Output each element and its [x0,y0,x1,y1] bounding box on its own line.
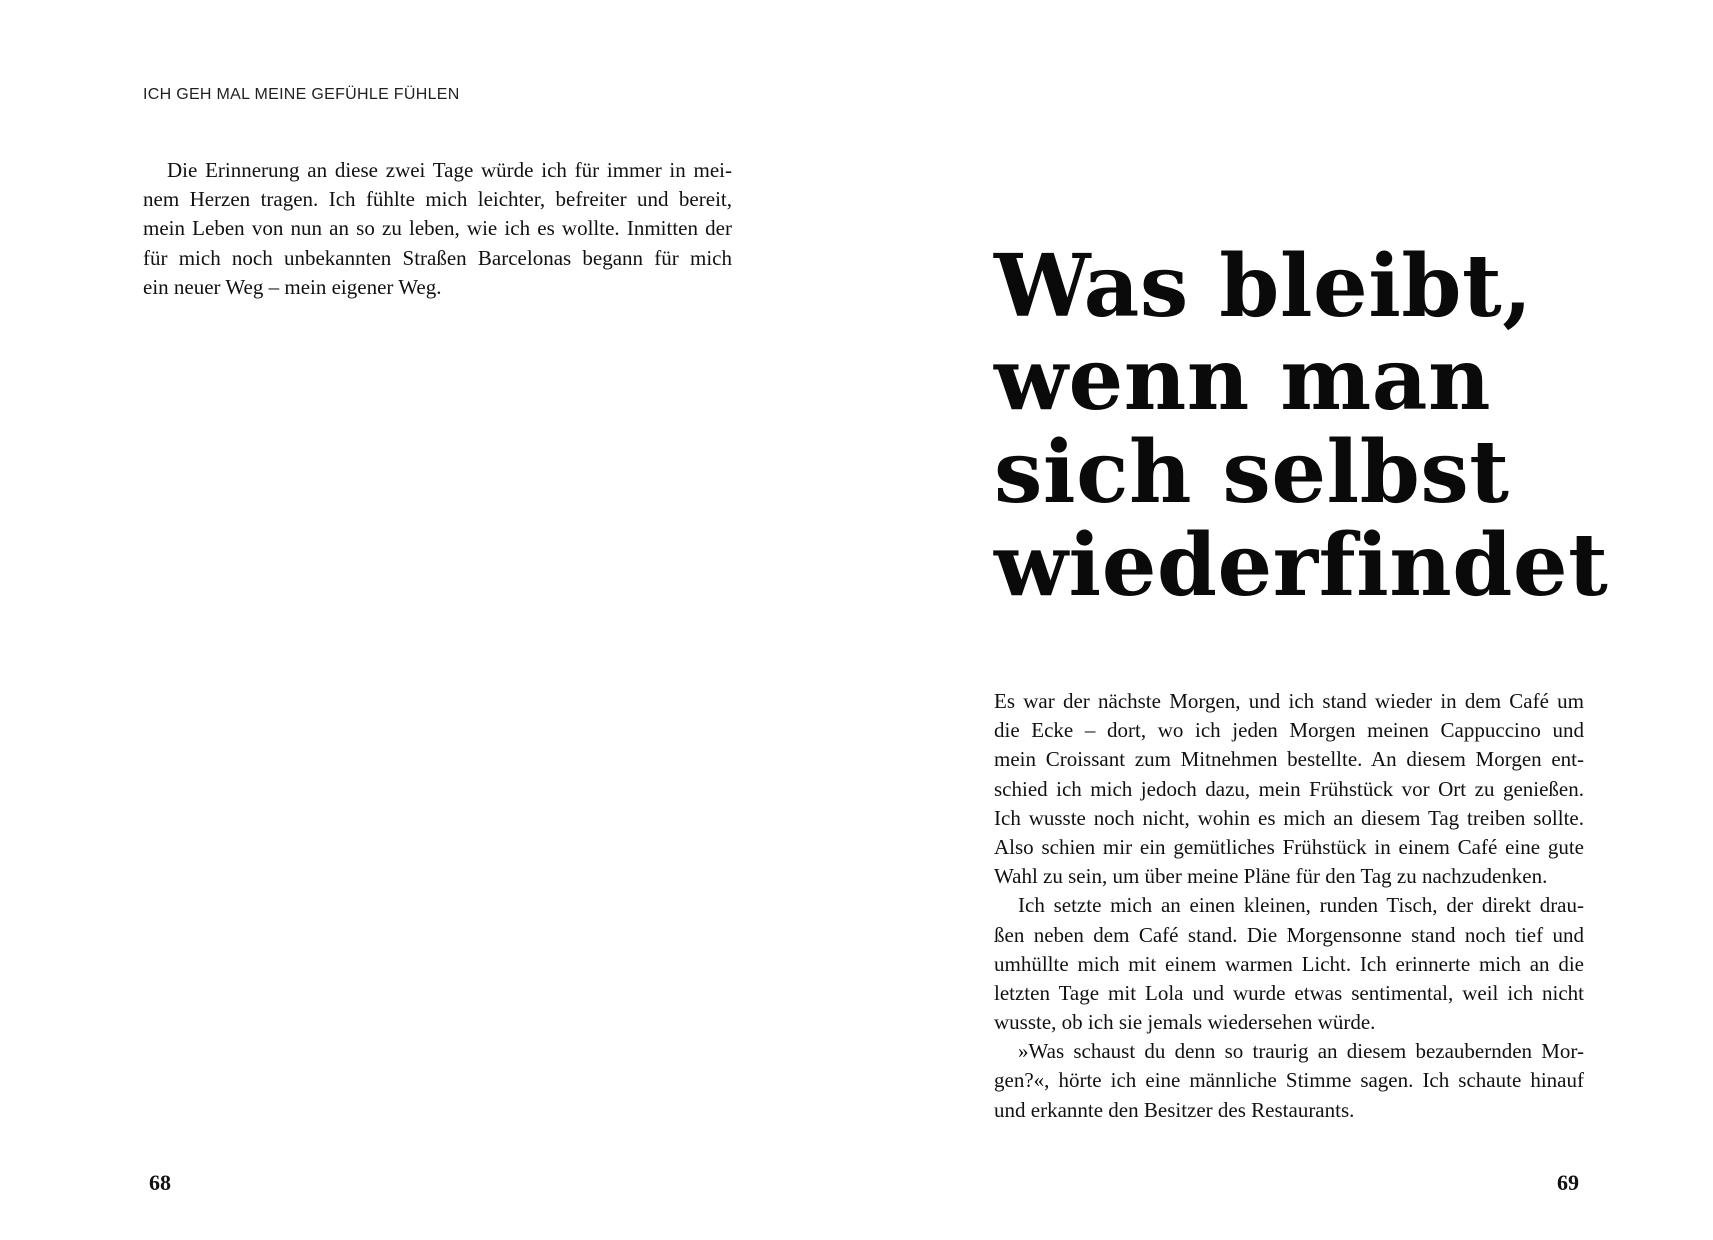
text-line: mein Leben von nun an so zu leben, wie ich es wollte. Inmitten der [143,216,732,241]
text-line: gen?«, hörte ich eine männliche Stimme sagen. Ich schaute hinauf [994,1068,1584,1093]
text-line: umhüllte mich mit einem warmen Licht. Ich erinnerte mich an die [994,951,1584,976]
running-header: ICH GEH MAL MEINE GEFÜHLE FÜHLEN [143,86,460,103]
text-line: Es war der nächste Morgen, und ich stand wieder in dem Café um [994,689,1584,713]
text-line: schied ich mich jedoch dazu, mein Frühstück vor Ort zu genießen. [994,776,1584,801]
text-line: »Was schaust du denn so traurig an diesem bezaubernden Mor- [1018,1039,1584,1064]
text-line: für mich noch unbekannten Straßen Barcelonas begann für mich [143,245,732,270]
chapter-title-line: wiederfindet [994,515,1609,616]
text-line: letzten Tage mit Lola und wurde etwas sentimental, weil ich nicht [994,980,1584,1005]
chapter-title-line: sich selbst [994,422,1510,523]
chapter-title [994,236,1609,616]
text-line: nem Herzen tragen. Ich fühlte mich leichter, befreiter und bereit, [143,187,732,212]
text-line: Wahl zu sein, um über meine Pläne für den Tag zu nachzudenken. [994,864,1548,889]
page-number-left: 68 [149,1170,171,1195]
chapter-title-line: Was bleibt, [994,236,1533,337]
text-line: Die Erinnerung an diese zwei Tage würde ich für immer in mei- [167,158,732,182]
page-number-right: 69 [1557,1170,1579,1195]
left-paragraph [143,156,732,302]
text-line: Ich setzte mich an einen kleinen, runden Tisch, der direkt drau- [1018,893,1584,918]
text-line: Also schien mir ein gemütliches Frühstück in einem Café eine gute [994,834,1584,859]
text-line: ein neuer Weg – mein eigener Weg. [143,274,442,299]
text-line: wusste, ob ich sie jemals wiedersehen würde. [994,1010,1376,1035]
left-page [0,0,856,1240]
text-line: Ich wusste noch nicht, wohin es mich an diesem Tag treiben sollte. [994,805,1584,830]
text-line: und erkannte den Besitzer des Restaurants. [994,1097,1355,1122]
text-line: ßen neben dem Café stand. Die Morgensonne stand noch tief und [994,922,1584,947]
text-line: mein Croissant zum Mitnehmen bestellte. An diesem Morgen ent- [994,747,1584,772]
right-page [857,0,1713,1240]
chapter-title-line: wenn man [994,329,1491,430]
text-line: die Ecke – dort, wo ich jeden Morgen meinen Cappuccino und [994,718,1584,743]
right-paragraphs [994,687,1584,1125]
